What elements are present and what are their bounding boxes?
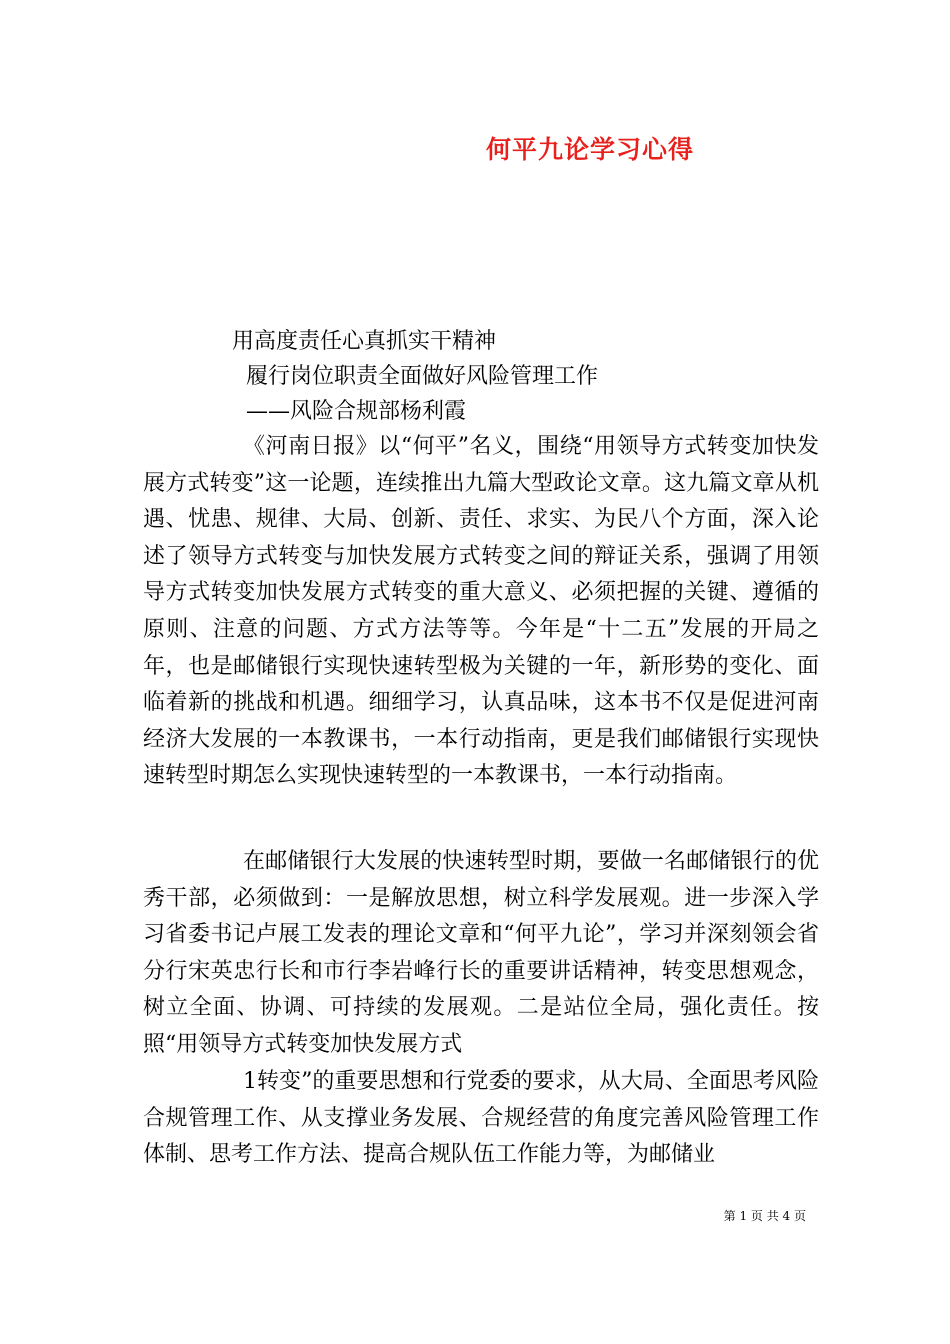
body-paragraph-block-3: [143, 1064, 819, 1174]
body-paragraph-1: 《河南日报》以“何平”名义，围绕“用领导方式转变加快发展方式转变”这一论题，连续推出九篇大型政论文章。这九篇文章从机遇、忧患、规律、大局、创新、责任、求实、为民八个方面，深入论述了领导方式转变与加快发展方式转变之间的辩证关系，强调了用领导方式转变加快发展方式转变的重大意义、必须把握的关键、遵循的原则、注意的问题、方式方法等等。今年是“十二五”发展的开局之年，也是邮储银行实现快速转型极为关键的一年，新形势的变化、面临着新的挑战和机遇。细细学习，认真品味，这本书不仅是促进河南经济大发展的一本教课书，一本行动指南，更是我们邮储银行实现快速转型时期怎么实现快速转型的一本教课书，一本行动指南。: [143, 434, 819, 789]
page-number-footer: 第 1 页 共 4 页: [723, 1209, 806, 1223]
document-title: 何平九论学习心得: [485, 135, 694, 164]
body-paragraph-3: 1转变”的重要思想和行党委的要求，从大局、全面思考风险合规管理工作、从支撑业务发展、合规经营的角度完善风险管理工作体制、思考工作方法、提高合规队伍工作能力等，为邮储业: [143, 1069, 819, 1168]
author-line: ——风险合规部杨利霞: [246, 399, 467, 424]
subtitle-line-2: 履行岗位职责全面做好风险管理工作: [246, 364, 599, 389]
body-paragraph-block-2: [143, 844, 819, 1064]
subtitle-line-1: 用高度责任心真抓实干精神: [232, 329, 497, 354]
body-paragraph-block-1: [143, 429, 819, 795]
body-paragraph-2: 在邮储银行大发展的快速转型时期，要做一名邮储银行的优秀干部，必须做到：一是解放思想，树立科学发展观。进一步深入学习省委书记卢展工发表的理论文章和“何平九论”，学习并深刻领会省分行宋英忠行长和市行李岩峰行长的重要讲话精神，转变思想观念，树立全面、协调、可持续的发展观。二是站位全局，强化责任。按照“用领导方式转变加快发展方式: [143, 849, 819, 1057]
